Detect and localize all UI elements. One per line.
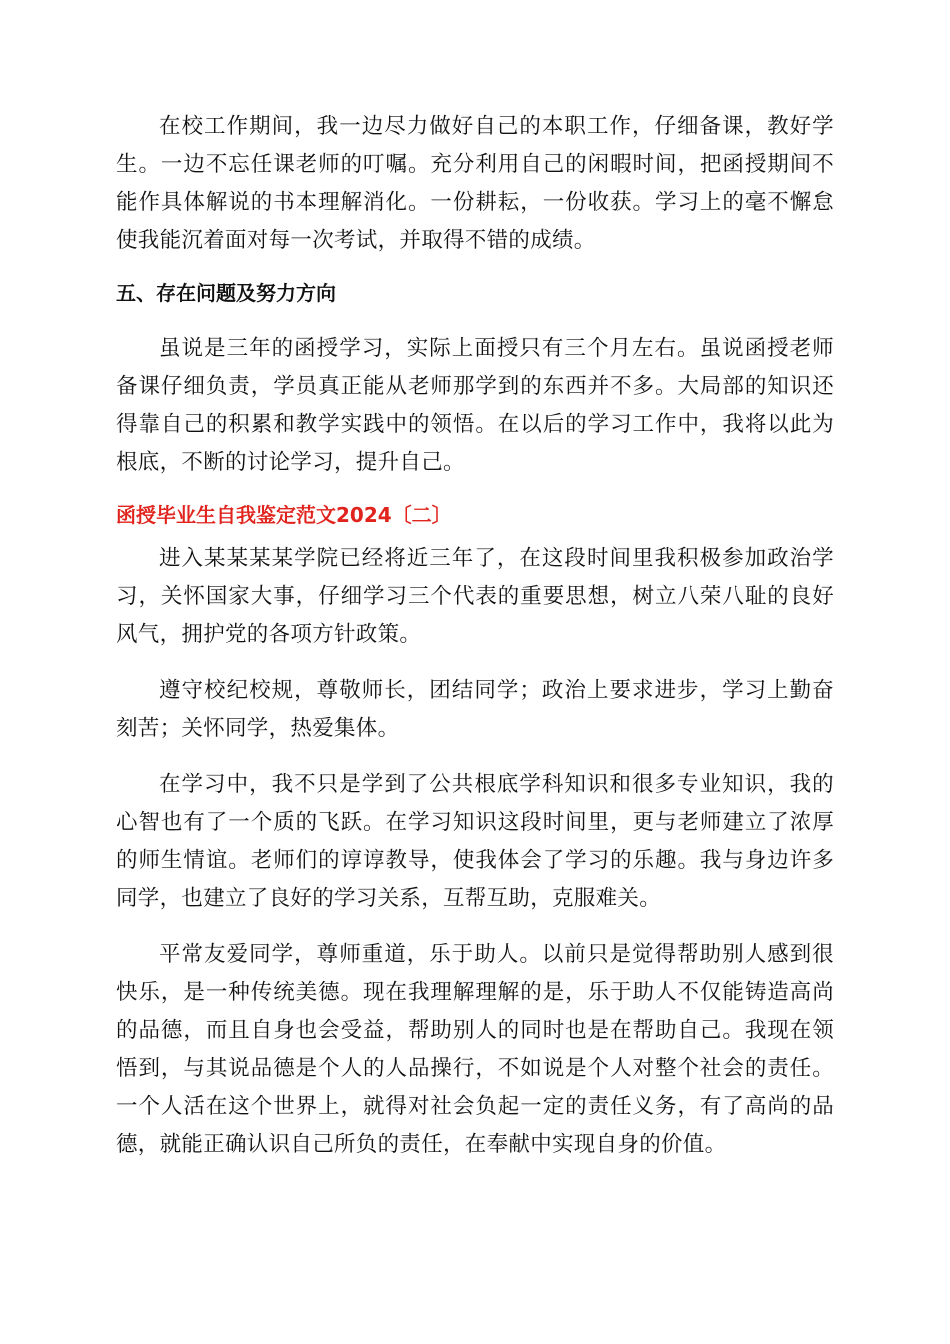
paragraph-enrollment: 进入某某某某学院已经将近三年了，在这段时间里我积极参加政治学习，关怀国家大事，仔细学习三个代表的重要思想，树立八荣八耻的良好风气，拥护党的各项方针政策。 xyxy=(116,546,834,647)
section-heading-problems: 五、存在问题及努力方向 xyxy=(116,281,336,305)
paragraph-work-period: 在校工作期间，我一边尽力做好自己的本职工作，仔细备课，教好学生。一边不忘任课老师的叮嘱。充分利用自己的闲暇时间，把函授期间不能作具体解说的书本理解消化。一份耕耘，一份收获。学习上的毫不懈怠使我能沉着面对每一次考试，并取得不错的成绩。 xyxy=(116,114,834,253)
paragraph-learning: 在学习中，我不只是学到了公共根底学科知识和很多专业知识，我的心智也有了一个质的飞跃。在学习知识这段时间里，更与老师建立了浓厚的师生情谊。老师们的谆谆教导，使我体会了学习的乐趣。我与身边许多同学，也建立了良好的学习关系，互帮互助，克服难关。 xyxy=(116,772,834,911)
paragraph-discipline: 遵守校纪校规，尊敬师长，团结同学；政治上要求进步，学习上勤奋刻苦；关怀同学，热爱集体。 xyxy=(116,678,834,741)
paragraph-helping-others: 平常友爱同学，尊师重道，乐于助人。以前只是觉得帮助别人感到很快乐，是一种传统美德。现在我理解理解的是，乐于助人不仅能铸造高尚的品德，而且自身也会受益，帮助别人的同时也是在帮助自己。我现在领悟到，与其说品德是个人的人品操行，不如说是个人对整个社会的责任。一个人活在这个世界上，就得对社会负起一定的责任义务，有了高尚的品德，就能正确认识自己所负的责任，在奉献中实现自身的价值。 xyxy=(116,942,834,1157)
paragraph-problems: 虽说是三年的函授学习，实际上面授只有三个月左右。虽说函授老师备课仔细负责，学员真正能从老师那学到的东西并不多。大局部的知识还得靠自己的积累和教学实践中的领悟。在以后的学习工作中，我将以此为根底，不断的讨论学习，提升自己。 xyxy=(116,336,834,475)
article-title-two: 函授毕业生自我鉴定范文2024〔二〕 xyxy=(116,503,452,527)
document-page xyxy=(116,108,834,1182)
